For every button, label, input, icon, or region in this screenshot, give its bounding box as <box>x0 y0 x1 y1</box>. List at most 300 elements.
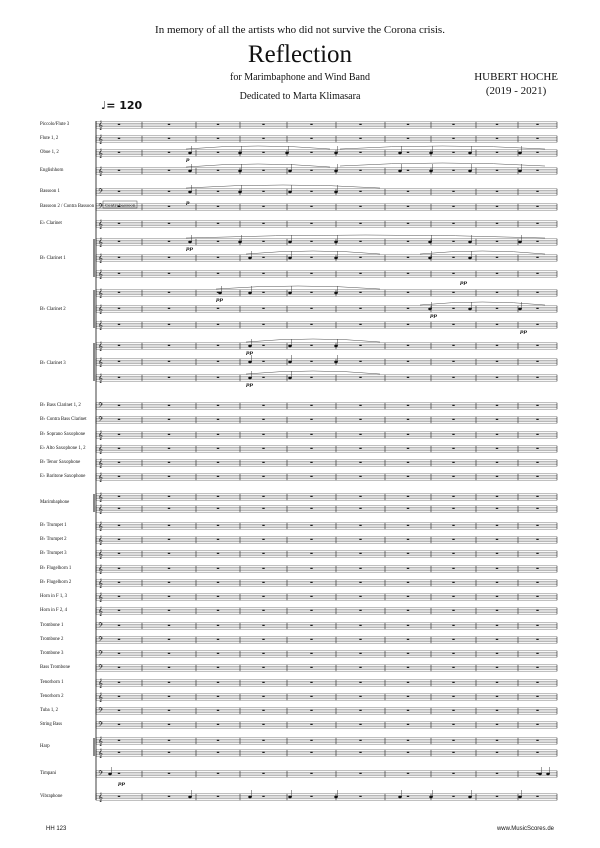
whole-rest <box>496 508 498 509</box>
whole-rest <box>262 377 264 378</box>
treble-clef: 𝄞 <box>98 692 103 702</box>
composition-years: (2019 - 2021) <box>485 85 547 97</box>
note-head <box>428 308 432 310</box>
whole-rest <box>452 582 454 583</box>
whole-rest <box>452 724 454 725</box>
whole-rest <box>310 796 312 797</box>
whole-rest <box>217 596 219 597</box>
whole-rest <box>168 639 170 640</box>
dynamic-marking: pp <box>520 329 527 335</box>
whole-rest <box>359 170 361 171</box>
whole-rest <box>217 724 219 725</box>
whole-rest <box>262 170 264 171</box>
whole-rest <box>536 625 538 626</box>
instrument-label: Bassoon 2 / Contra Bassoon <box>40 204 95 209</box>
note-head <box>518 152 522 154</box>
whole-rest <box>536 582 538 583</box>
instrument-label: Timpani <box>40 771 57 776</box>
whole-rest <box>359 553 361 554</box>
whole-rest <box>407 796 409 797</box>
whole-rest <box>310 170 312 171</box>
whole-rest <box>496 724 498 725</box>
whole-rest <box>496 152 498 153</box>
whole-rest <box>168 462 170 463</box>
whole-rest <box>168 152 170 153</box>
whole-rest <box>407 553 409 554</box>
whole-rest <box>168 625 170 626</box>
whole-rest <box>496 419 498 420</box>
whole-rest <box>452 308 454 309</box>
whole-rest <box>118 257 120 258</box>
whole-rest <box>310 241 312 242</box>
whole-rest <box>217 223 219 224</box>
whole-rest <box>217 710 219 711</box>
whole-rest <box>262 496 264 497</box>
whole-rest <box>536 610 538 611</box>
instrument-label: B♭ Clarinet 1 <box>40 256 66 261</box>
note-head <box>468 796 472 798</box>
whole-rest <box>359 273 361 274</box>
whole-rest <box>310 292 312 293</box>
whole-rest <box>452 610 454 611</box>
instrument-label: B♭ Trumpet 3 <box>40 551 67 556</box>
whole-rest <box>359 496 361 497</box>
dynamic-marking: pp <box>216 297 223 303</box>
whole-rest <box>452 124 454 125</box>
treble-clef: 𝄞 <box>98 373 103 383</box>
whole-rest <box>536 462 538 463</box>
whole-rest <box>452 361 454 362</box>
whole-rest <box>310 476 312 477</box>
whole-rest <box>452 257 454 258</box>
whole-rest <box>118 496 120 497</box>
whole-rest <box>310 308 312 309</box>
whole-rest <box>452 625 454 626</box>
instrument-label: Trombone 1 <box>40 623 64 628</box>
whole-rest <box>452 773 454 774</box>
whole-rest <box>118 476 120 477</box>
whole-rest <box>452 539 454 540</box>
note-head <box>248 345 252 347</box>
whole-rest <box>217 324 219 325</box>
whole-rest <box>310 696 312 697</box>
whole-rest <box>359 596 361 597</box>
whole-rest <box>217 796 219 797</box>
whole-rest <box>217 170 219 171</box>
whole-rest <box>496 625 498 626</box>
instrument-label: String Bass <box>40 722 62 727</box>
whole-rest <box>217 525 219 526</box>
score-dedication: Dedicated to Marta Klimasara <box>239 91 361 102</box>
slur <box>420 251 545 254</box>
treble-clef: 𝄞 <box>98 792 103 802</box>
whole-rest <box>262 152 264 153</box>
note-head <box>428 241 432 243</box>
whole-rest <box>217 508 219 509</box>
whole-rest <box>118 508 120 509</box>
whole-rest <box>359 405 361 406</box>
whole-rest <box>118 773 120 774</box>
whole-rest <box>452 752 454 753</box>
note-head <box>398 152 402 154</box>
whole-rest <box>407 241 409 242</box>
slur <box>420 302 545 305</box>
whole-rest <box>359 653 361 654</box>
instrument-label: Marimbaphone <box>40 500 70 505</box>
whole-rest <box>452 448 454 449</box>
whole-rest <box>496 476 498 477</box>
whole-rest <box>407 448 409 449</box>
treble-clef: 𝄞 <box>98 430 103 440</box>
treble-clef: 𝄞 <box>98 549 103 559</box>
whole-rest <box>262 124 264 125</box>
whole-rest <box>407 124 409 125</box>
whole-rest <box>217 653 219 654</box>
whole-rest <box>496 448 498 449</box>
whole-rest <box>496 696 498 697</box>
whole-rest <box>262 476 264 477</box>
whole-rest <box>217 582 219 583</box>
whole-rest <box>168 405 170 406</box>
whole-rest <box>407 345 409 346</box>
whole-rest <box>359 539 361 540</box>
whole-rest <box>536 170 538 171</box>
whole-rest <box>168 724 170 725</box>
instrument-label: Piccolo/Flute 3 <box>40 122 70 127</box>
bass-clef: 𝄢 <box>98 769 104 779</box>
whole-rest <box>310 568 312 569</box>
note-head <box>288 796 292 798</box>
whole-rest <box>359 152 361 153</box>
instrument-label: B♭ Trumpet 2 <box>40 537 67 542</box>
whole-rest <box>262 596 264 597</box>
whole-rest <box>536 152 538 153</box>
whole-rest <box>217 241 219 242</box>
whole-rest <box>168 308 170 309</box>
whole-rest <box>118 170 120 171</box>
whole-rest <box>168 434 170 435</box>
whole-rest <box>536 596 538 597</box>
treble-clef: 𝄞 <box>98 357 103 367</box>
whole-rest <box>359 773 361 774</box>
whole-rest <box>452 796 454 797</box>
whole-rest <box>452 696 454 697</box>
instrument-label: B♭ Contra Bass Clarinet <box>40 417 87 422</box>
whole-rest <box>536 508 538 509</box>
bass-clef: 𝄢 <box>98 706 104 716</box>
slur <box>186 146 330 149</box>
whole-rest <box>496 610 498 611</box>
treble-clef: 𝄞 <box>98 492 103 502</box>
whole-rest <box>536 682 538 683</box>
whole-rest <box>496 682 498 683</box>
whole-rest <box>262 710 264 711</box>
note-head <box>334 361 338 363</box>
treble-clef: 𝄞 <box>98 472 103 482</box>
whole-rest <box>359 361 361 362</box>
whole-rest <box>452 525 454 526</box>
whole-rest <box>407 596 409 597</box>
whole-rest <box>359 582 361 583</box>
instrument-label: Flute 1, 2 <box>40 136 59 141</box>
note-head <box>429 796 433 798</box>
whole-rest <box>536 377 538 378</box>
whole-rest <box>168 568 170 569</box>
note-head <box>288 292 292 294</box>
whole-rest <box>118 462 120 463</box>
whole-rest <box>262 206 264 207</box>
whole-rest <box>168 653 170 654</box>
whole-rest <box>262 724 264 725</box>
whole-rest <box>496 361 498 362</box>
whole-rest <box>262 653 264 654</box>
instrument-label: Horn in F 1, 3 <box>40 594 68 599</box>
whole-rest <box>168 682 170 683</box>
note-head <box>248 292 252 294</box>
note-head <box>334 257 338 259</box>
whole-rest <box>359 508 361 509</box>
dynamic-marking: pp <box>186 246 193 252</box>
tempo-marking: ♩= 120 <box>101 99 143 112</box>
note-head <box>288 345 292 347</box>
whole-rest <box>359 639 361 640</box>
instrument-label: B♭ Soprano Saxophone <box>40 432 86 437</box>
treble-clef: 𝄞 <box>98 166 103 176</box>
whole-rest <box>452 596 454 597</box>
whole-rest <box>407 206 409 207</box>
whole-rest <box>452 170 454 171</box>
whole-rest <box>118 324 120 325</box>
whole-rest <box>217 152 219 153</box>
note-head <box>334 191 338 193</box>
whole-rest <box>310 752 312 753</box>
whole-rest <box>262 434 264 435</box>
whole-rest <box>262 539 264 540</box>
instrument-label: B♭ Clarinet 2 <box>40 307 66 312</box>
whole-rest <box>310 223 312 224</box>
whole-rest <box>168 324 170 325</box>
whole-rest <box>359 434 361 435</box>
note-head <box>188 241 192 243</box>
whole-rest <box>452 462 454 463</box>
whole-rest <box>407 496 409 497</box>
note-head <box>238 170 242 172</box>
bass-clef: 𝄢 <box>98 663 104 673</box>
whole-rest <box>496 710 498 711</box>
whole-rest <box>496 596 498 597</box>
whole-rest <box>217 377 219 378</box>
whole-rest <box>118 377 120 378</box>
whole-rest <box>262 361 264 362</box>
treble-clef: 𝄞 <box>98 304 103 314</box>
whole-rest <box>496 308 498 309</box>
note-head <box>334 292 338 294</box>
whole-rest <box>217 308 219 309</box>
whole-rest <box>359 724 361 725</box>
score-title: Reflection <box>247 41 353 68</box>
whole-rest <box>262 625 264 626</box>
whole-rest <box>452 206 454 207</box>
whole-rest <box>536 419 538 420</box>
whole-rest <box>536 525 538 526</box>
whole-rest <box>536 345 538 346</box>
whole-rest <box>262 696 264 697</box>
whole-rest <box>118 241 120 242</box>
whole-rest <box>407 419 409 420</box>
whole-rest <box>118 191 120 192</box>
whole-rest <box>168 610 170 611</box>
whole-rest <box>262 448 264 449</box>
whole-rest <box>310 625 312 626</box>
whole-rest <box>217 448 219 449</box>
slur <box>246 339 380 342</box>
whole-rest <box>310 152 312 153</box>
note-head <box>288 361 292 363</box>
whole-rest <box>168 582 170 583</box>
bass-clef: 𝄢 <box>98 621 104 631</box>
whole-rest <box>359 257 361 258</box>
whole-rest <box>452 434 454 435</box>
whole-rest <box>536 241 538 242</box>
whole-rest <box>310 448 312 449</box>
whole-rest <box>310 740 312 741</box>
dynamic-marking: pp <box>118 781 125 787</box>
treble-clef: 𝄞 <box>98 606 103 616</box>
whole-rest <box>407 191 409 192</box>
whole-rest <box>496 324 498 325</box>
whole-rest <box>407 653 409 654</box>
whole-rest <box>217 462 219 463</box>
whole-rest <box>310 610 312 611</box>
whole-rest <box>536 740 538 741</box>
note-head <box>518 241 522 243</box>
whole-rest <box>496 124 498 125</box>
whole-rest <box>359 710 361 711</box>
whole-rest <box>452 324 454 325</box>
whole-rest <box>217 405 219 406</box>
whole-rest <box>168 696 170 697</box>
whole-rest <box>536 292 538 293</box>
note-head <box>238 241 242 243</box>
whole-rest <box>407 682 409 683</box>
whole-rest <box>168 257 170 258</box>
whole-rest <box>118 796 120 797</box>
whole-rest <box>310 257 312 258</box>
whole-rest <box>262 191 264 192</box>
whole-rest <box>536 138 538 139</box>
whole-rest <box>452 476 454 477</box>
whole-rest <box>262 525 264 526</box>
whole-rest <box>407 610 409 611</box>
whole-rest <box>536 434 538 435</box>
whole-rest <box>536 124 538 125</box>
whole-rest <box>310 345 312 346</box>
note-head <box>288 170 292 172</box>
whole-rest <box>359 752 361 753</box>
whole-rest <box>262 273 264 274</box>
whole-rest <box>496 653 498 654</box>
whole-rest <box>118 682 120 683</box>
note-head <box>238 191 242 193</box>
whole-rest <box>310 724 312 725</box>
whole-rest <box>359 308 361 309</box>
whole-rest <box>359 525 361 526</box>
note-head <box>398 796 402 798</box>
bass-clef: 𝄢 <box>98 401 104 411</box>
whole-rest <box>496 405 498 406</box>
whole-rest <box>217 124 219 125</box>
whole-rest <box>536 539 538 540</box>
whole-rest <box>359 223 361 224</box>
whole-rest <box>217 345 219 346</box>
whole-rest <box>310 206 312 207</box>
instrument-label: Oboe 1, 2 <box>40 150 59 155</box>
whole-rest <box>262 508 264 509</box>
treble-clef: 𝄞 <box>98 288 103 298</box>
whole-rest <box>452 223 454 224</box>
whole-rest <box>536 324 538 325</box>
whole-rest <box>359 377 361 378</box>
whole-rest <box>118 223 120 224</box>
treble-clef: 𝄞 <box>98 592 103 602</box>
whole-rest <box>118 740 120 741</box>
whole-rest <box>310 361 312 362</box>
note-head <box>218 292 222 294</box>
whole-rest <box>452 241 454 242</box>
whole-rest <box>536 639 538 640</box>
whole-rest <box>496 667 498 668</box>
whole-rest <box>407 710 409 711</box>
whole-rest <box>496 752 498 753</box>
dynamic-marking: p <box>186 157 190 163</box>
whole-rest <box>118 610 120 611</box>
whole-rest <box>407 377 409 378</box>
whole-rest <box>452 377 454 378</box>
whole-rest <box>407 539 409 540</box>
bass-clef: 𝄢 <box>98 720 104 730</box>
whole-rest <box>496 582 498 583</box>
whole-rest <box>359 324 361 325</box>
whole-rest <box>118 752 120 753</box>
whole-rest <box>452 152 454 153</box>
note-head <box>188 170 192 172</box>
whole-rest <box>262 639 264 640</box>
whole-rest <box>496 539 498 540</box>
whole-rest <box>359 292 361 293</box>
whole-rest <box>262 405 264 406</box>
whole-rest <box>262 308 264 309</box>
whole-rest <box>168 273 170 274</box>
note-head <box>248 377 252 379</box>
whole-rest <box>496 273 498 274</box>
whole-rest <box>536 448 538 449</box>
whole-rest <box>407 696 409 697</box>
whole-rest <box>310 273 312 274</box>
note-head <box>285 152 289 154</box>
whole-rest <box>536 206 538 207</box>
note-head <box>188 191 192 193</box>
whole-rest <box>118 525 120 526</box>
whole-rest <box>407 138 409 139</box>
whole-rest <box>217 625 219 626</box>
instrument-label: B♭ Trumpet 1 <box>40 523 67 528</box>
whole-rest <box>168 553 170 554</box>
whole-rest <box>118 639 120 640</box>
note-head <box>518 170 522 172</box>
whole-rest <box>407 152 409 153</box>
whole-rest <box>168 773 170 774</box>
memorial-dedication: In memory of all the artists who did not survive the Corona crisis. <box>155 24 445 36</box>
